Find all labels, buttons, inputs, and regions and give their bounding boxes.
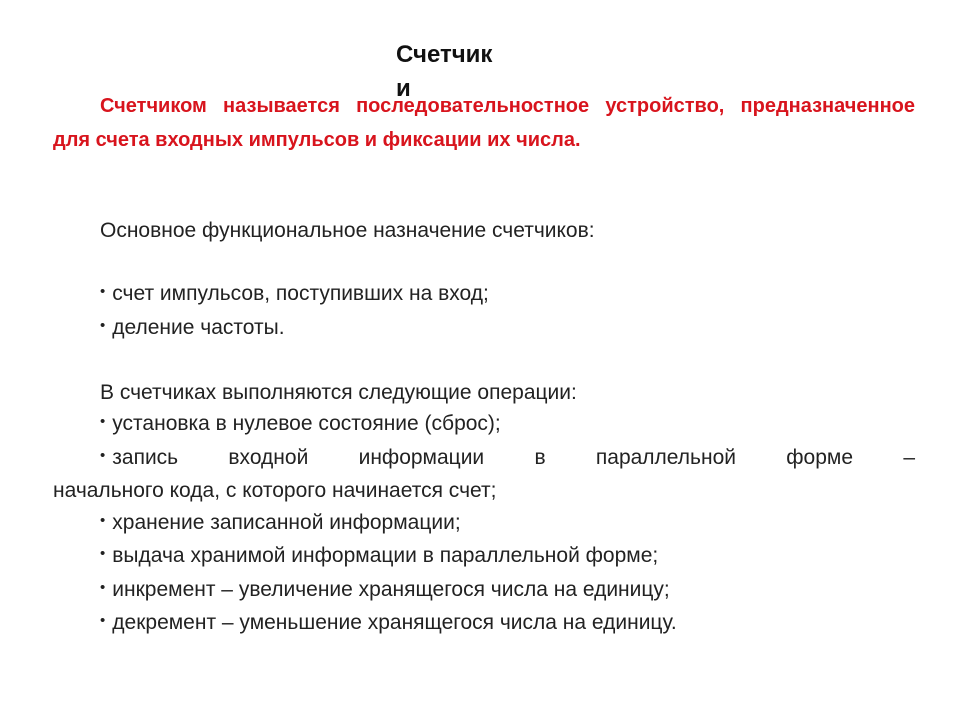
list-item-text: запись входной информации в параллельной форме – bbox=[112, 445, 915, 469]
bullet-icon: • bbox=[100, 316, 106, 334]
list-item-text: инкремент – увеличение хранящегося числа на единицу; bbox=[112, 577, 670, 601]
bullet-icon: • bbox=[100, 413, 106, 430]
purpose-heading: Основное функциональное назначение счетчиков: bbox=[100, 219, 595, 242]
list-item bbox=[53, 312, 915, 346]
list-item bbox=[53, 408, 915, 442]
list-item-text: установка в нулевое состояние (сброс); bbox=[112, 412, 501, 435]
bullet-icon: • bbox=[100, 578, 106, 596]
list-item bbox=[53, 574, 915, 608]
list-item bbox=[53, 278, 915, 312]
list-item-text: деление частоты. bbox=[112, 315, 285, 339]
operations-heading: В счетчиках выполняются следующие операции: bbox=[100, 380, 577, 404]
definition-text: Счетчиком называется последовательностное устройство, предназначенное для счета входных импульсов и фиксации их числа. bbox=[53, 95, 915, 151]
list-item-text: хранение записанной информации; bbox=[112, 510, 461, 534]
list-item-text: счет импульсов, поступивших на вход; bbox=[112, 282, 489, 305]
bullet-icon: • bbox=[100, 511, 106, 529]
list-item-continuation: начального кода, с которого начинается счет; bbox=[53, 479, 497, 502]
spacer bbox=[53, 345, 915, 377]
list-item bbox=[53, 507, 915, 541]
slide-body bbox=[53, 215, 915, 641]
list-item bbox=[53, 607, 915, 641]
list-item-text: декремент – уменьшение хранящегося числа на единицу. bbox=[112, 611, 677, 634]
list-item bbox=[53, 442, 915, 476]
slide-title: Счетчики bbox=[396, 41, 493, 102]
list-item-text: выдача хранимой информации в параллельной форме; bbox=[112, 544, 659, 567]
bullet-icon: • bbox=[100, 612, 106, 629]
bullet-icon: • bbox=[100, 283, 106, 300]
list-item bbox=[53, 540, 915, 574]
bullet-icon: • bbox=[100, 446, 106, 464]
spacer bbox=[53, 247, 915, 279]
bullet-icon: • bbox=[100, 545, 106, 562]
